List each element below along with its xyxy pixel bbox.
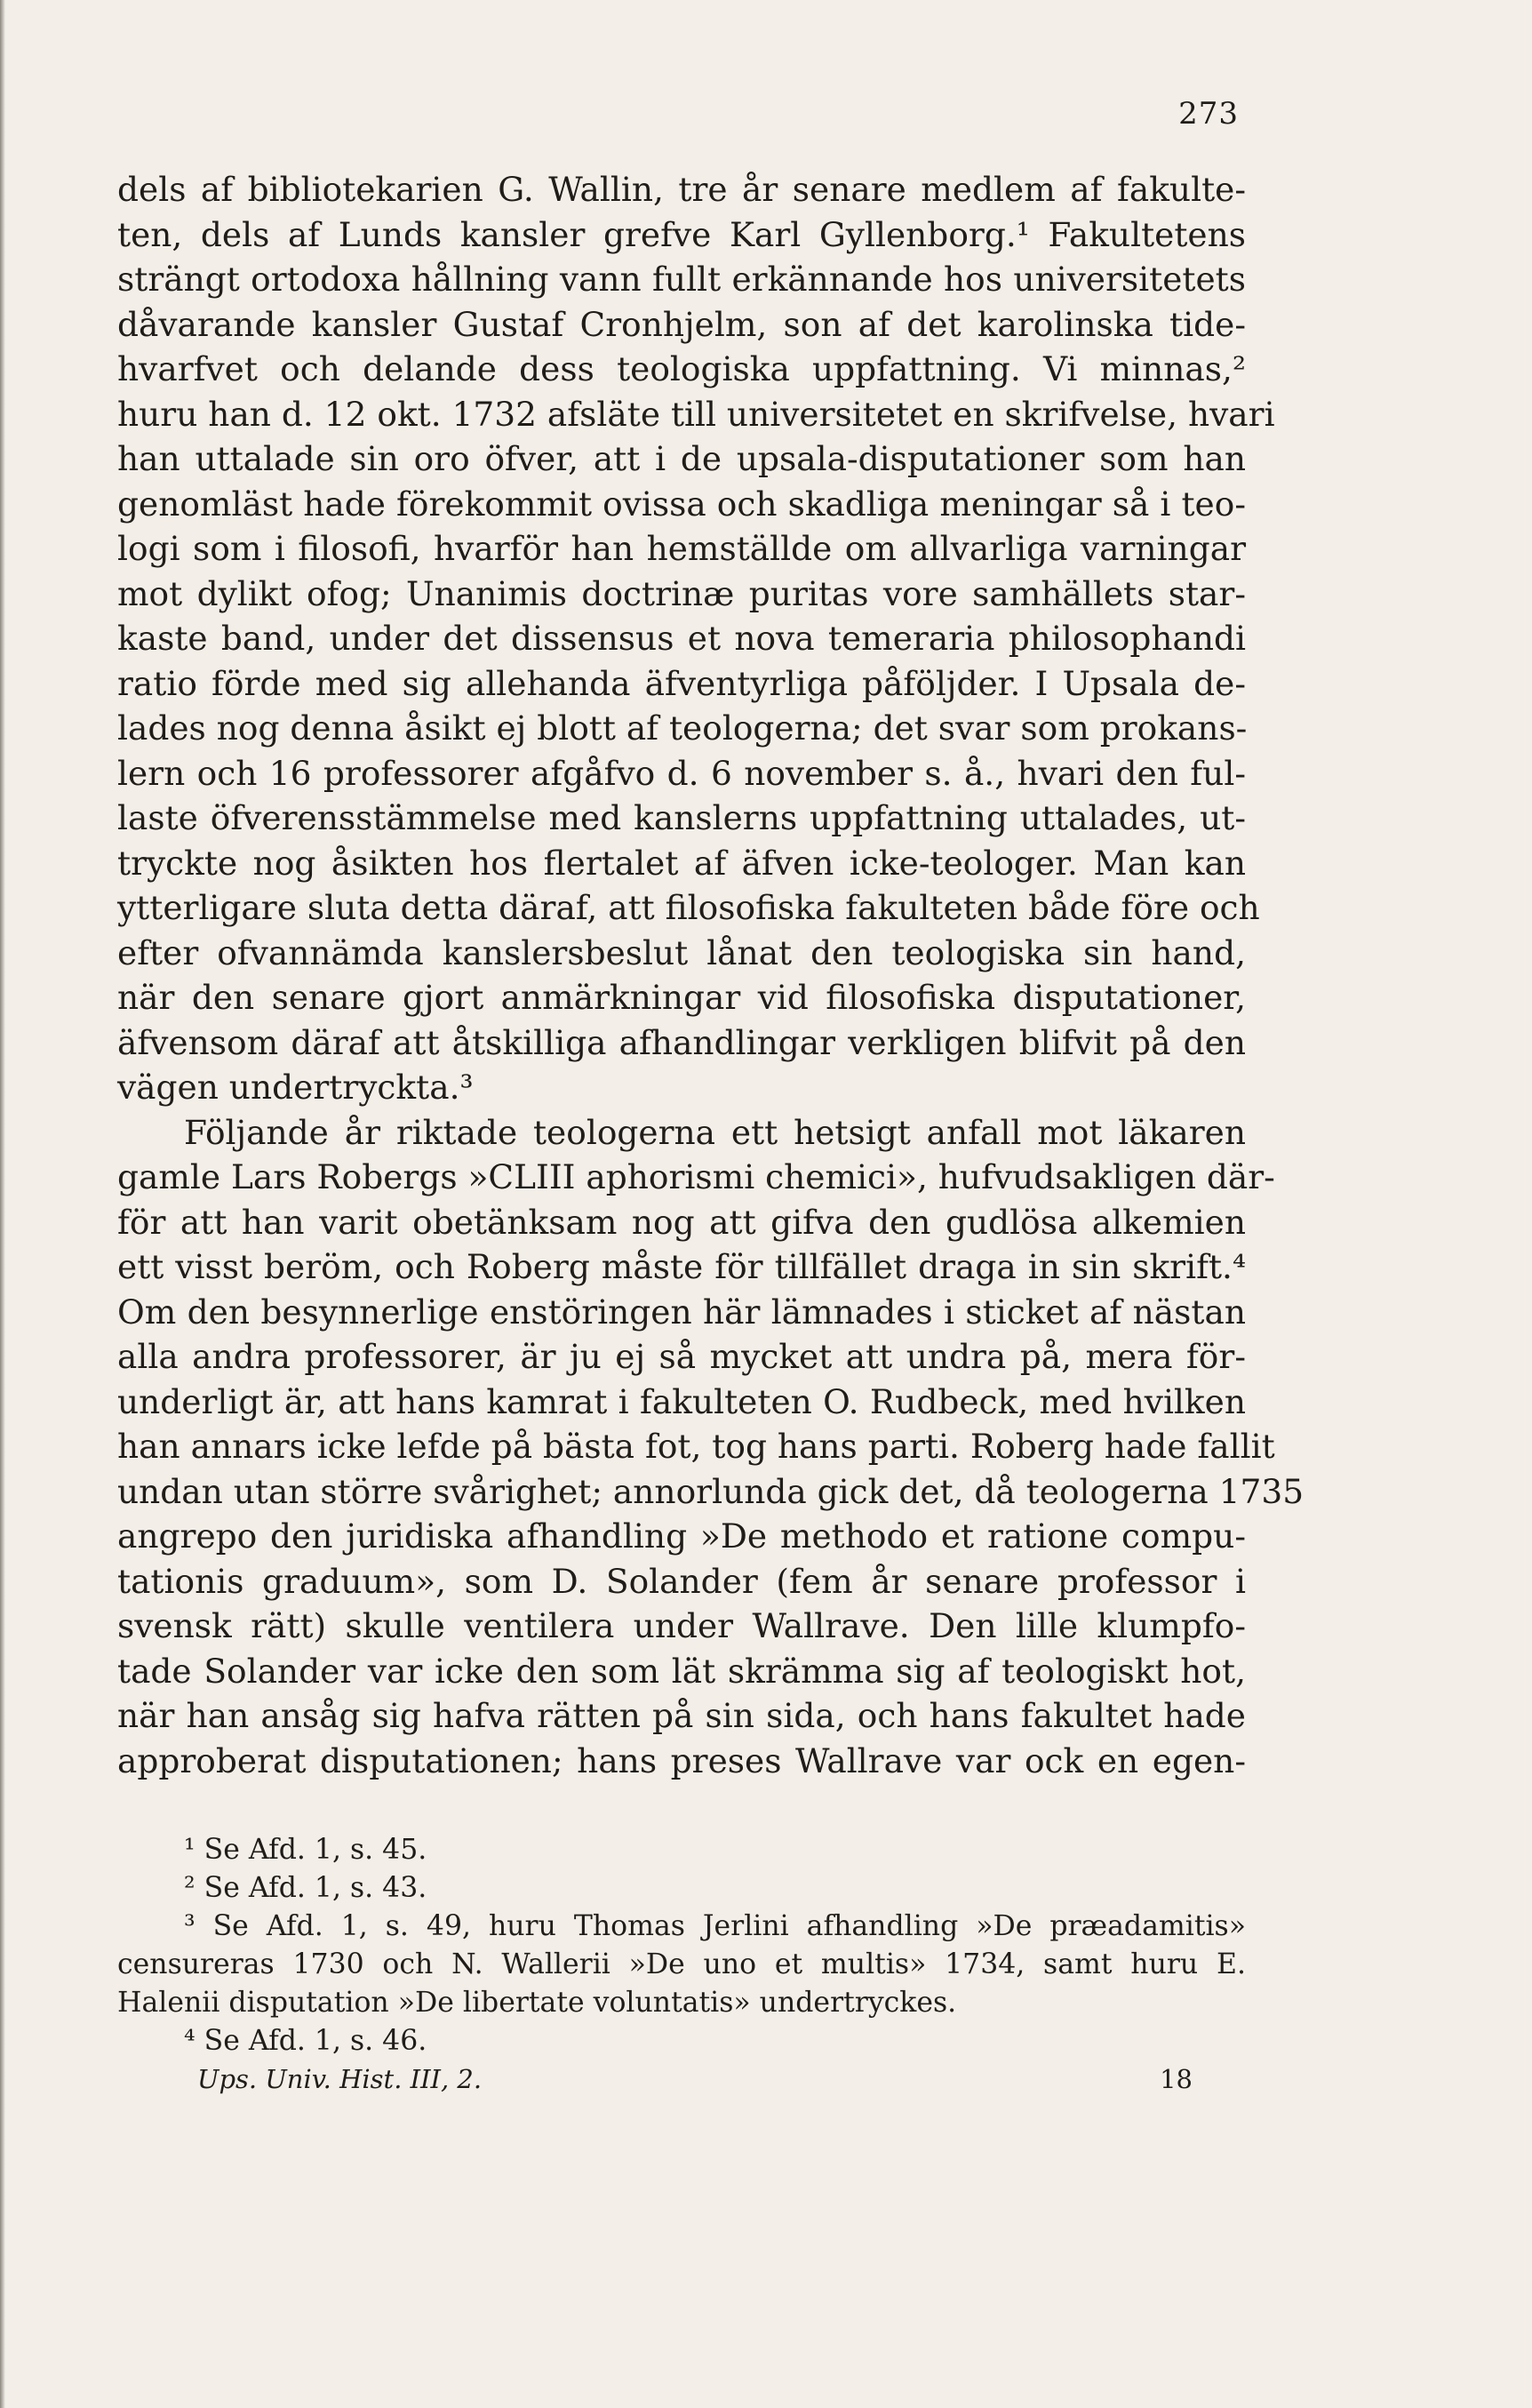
body-line: för att han varit obetänksam nog att gifva den gudlösa alkemien	[117, 1202, 1246, 1242]
body-line: dels af bibliotekarien G. Wallin, tre år senare medlem af fakulte-	[117, 170, 1246, 209]
body-line: lades nog denna åsikt ej blott af teologerna; det svar som prokans-	[117, 708, 1248, 748]
body-line: mot dylikt ofog; Unanimis doctrinæ puritas vore samhällets star-	[117, 573, 1246, 613]
body-line: strängt ortodoxa hållning vann fullt erkännande hos universitetets	[117, 260, 1246, 299]
printer-signature	[197, 2064, 1193, 2094]
body-line: äfvensom däraf att åtskilliga afhandlingar verkligen blifvit på den	[117, 1022, 1246, 1062]
body-line: han annars icke lefde på bästa fot, tog hans parti. Roberg hade fallit	[117, 1427, 1275, 1466]
body-line: när den senare gjort anmärkningar vid filosofiska disputationer,	[117, 978, 1246, 1017]
body-line: kaste band, under det dissensus et nova temeraria philosophandi	[117, 619, 1246, 658]
body-line: genomläst hade förekommit ovissa och skadliga meningar så i teo-	[117, 484, 1246, 524]
body-line: laste öfverensstämmelse med kanslerns uppfattning uttalades, ut-	[117, 798, 1246, 837]
body-line: ett visst beröm, och Roberg måste för tillfället draga in sin skrift.⁴	[117, 1247, 1246, 1286]
signature-title: Ups. Univ. Hist. III, 2.	[197, 2064, 483, 2094]
footnote: ² Se Afd. 1, s. 43.	[184, 1872, 427, 1904]
body-line: efter ofvannämda kanslersbeslut lånat den teologiska sin hand,	[117, 932, 1246, 972]
footnotes	[117, 1831, 1246, 2060]
page-number: 273	[1178, 96, 1239, 132]
body-line: ten, dels af Lunds kansler grefve Karl Gyllenborg.¹ Fakultetens	[117, 214, 1246, 254]
body-line: undan utan större svårighet; annorlunda gick det, då teologerna 1735	[117, 1471, 1305, 1511]
body-line: hvarfvet och delande dess teologiska uppfattning. Vi minnas,²	[117, 349, 1246, 388]
body-line: han uttalade sin oro öfver, att i de upsala-disputationer som han	[117, 439, 1246, 478]
body-line: underligt är, att hans kamrat i fakulteten O. Rudbeck, med hvilken	[117, 1381, 1246, 1421]
body-line: när han ansåg sig hafva rätten på sin sida, och hans fakultet hade	[117, 1696, 1246, 1735]
body-line: vägen undertryckta.³	[117, 1068, 474, 1107]
body-line: lern och 16 professorer afgåfvo d. 6 november s. å., hvari den ful-	[117, 753, 1246, 793]
body-line: alla andra professorer, är ju ej så mycket att undra på, mera för-	[117, 1337, 1246, 1376]
footnote: Halenii disputation »De libertate voluntatis» undertryckes.	[117, 1987, 957, 2019]
footnote: ¹ Se Afd. 1, s. 45.	[184, 1834, 427, 1866]
body-line: huru han d. 12 okt. 1732 afsläte till universitetet en skrifvelse, hvari	[117, 394, 1275, 434]
signature-mark: 18	[1160, 2064, 1193, 2094]
body-text	[117, 167, 1305, 1783]
body-line: approberat disputationen; hans preses Wallrave var ock en egen-	[117, 1740, 1246, 1780]
page-edge-shadow	[0, 0, 5, 2408]
body-line: ytterligare sluta detta däraf, att filosofiska fakulteten både före och	[117, 888, 1260, 927]
body-line: gamle Lars Robergs »CLIII aphorismi chemici», hufvudsakligen där-	[117, 1157, 1275, 1196]
body-line: Om den besynnerlige enstöringen här lämnades i sticket af nästan	[117, 1292, 1246, 1332]
footnote: ³ Se Afd. 1, s. 49, huru Thomas Jerlini afhandling »De præadamitis»	[184, 1910, 1246, 1942]
body-line: svensk rätt) skulle ventilera under Wallrave. Den lille klumpfo-	[117, 1606, 1246, 1645]
body-line: ratio förde med sig allehanda äfventyrliga påföljder. I Upsala de-	[117, 663, 1246, 703]
body-line: dåvarande kansler Gustaf Cronhjelm, son af det karolinska tide-	[117, 304, 1246, 344]
footnote: censureras 1730 och N. Wallerii »De uno et multis» 1734, samt huru E.	[117, 1948, 1246, 1980]
body-line: Följande år riktade teologerna ett hetsigt anfall mot läkaren	[184, 1112, 1246, 1152]
body-line: tade Solander var icke den som lät skrämma sig af teologiskt hot,	[117, 1651, 1246, 1691]
body-line: tationis graduum», som D. Solander (fem år senare professor i	[117, 1561, 1246, 1601]
body-line: tryckte nog åsikten hos flertalet af äfven icke-teologer. Man kan	[117, 843, 1246, 883]
body-line: angrepo den juridiska afhandling »De methodo et ratione compu-	[117, 1516, 1246, 1556]
footnote: ⁴ Se Afd. 1, s. 46.	[184, 2025, 427, 2057]
body-line: logi som i filosofi, hvarför han hemställde om allvarliga varningar	[117, 529, 1246, 568]
